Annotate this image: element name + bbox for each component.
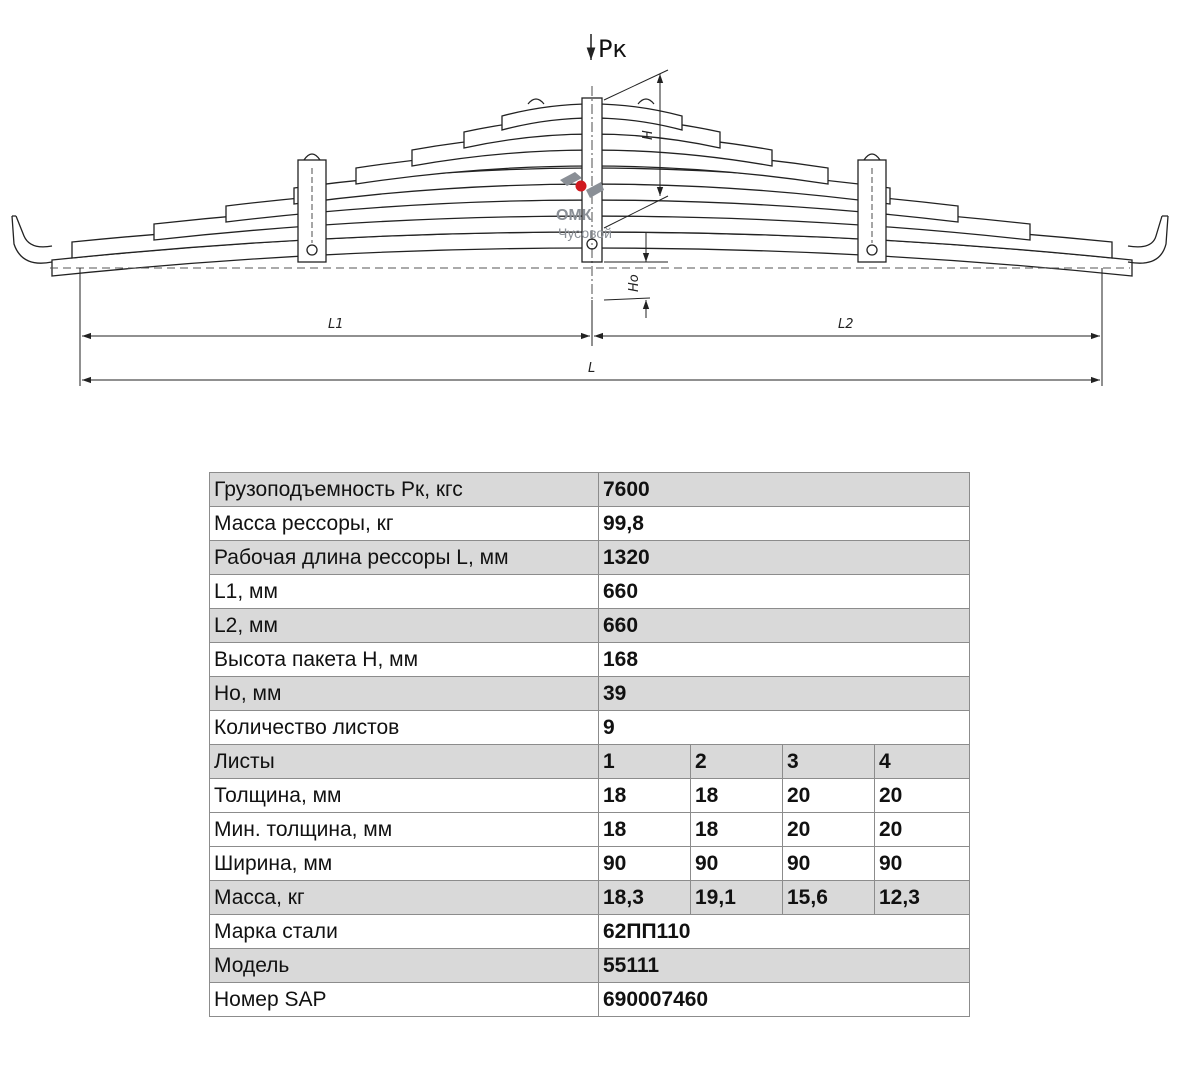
load-label: Рк bbox=[598, 35, 627, 63]
spec-value: 18 bbox=[599, 813, 691, 847]
dim-L-label: L bbox=[588, 361, 596, 376]
logo-sub-text: Чусовой bbox=[558, 225, 613, 241]
spec-value: 660 bbox=[599, 609, 970, 643]
spec-label: Масса, кг bbox=[210, 881, 599, 915]
top-rivet-left bbox=[528, 99, 544, 104]
spec-label: Листы bbox=[210, 745, 599, 779]
spec-value: 90 bbox=[599, 847, 691, 881]
spec-row-leaf-count bbox=[210, 711, 970, 745]
top-rivet-right bbox=[638, 99, 654, 104]
spec-value: 20 bbox=[783, 813, 875, 847]
spec-value: 62ПП110 bbox=[599, 915, 970, 949]
spec-row-thickness bbox=[210, 779, 970, 813]
spec-label: Марка стали bbox=[210, 915, 599, 949]
logo-dot bbox=[576, 181, 587, 192]
dim-H-label: H bbox=[641, 130, 656, 140]
spec-label: Рабочая длина рессоры L, мм bbox=[210, 541, 599, 575]
spec-row-l2 bbox=[210, 609, 970, 643]
right-clamp bbox=[858, 154, 886, 262]
spec-value: 7600 bbox=[599, 473, 970, 507]
spec-value: 1320 bbox=[599, 541, 970, 575]
spec-value: 20 bbox=[875, 813, 970, 847]
spec-value: 15,6 bbox=[783, 881, 875, 915]
spec-label: Количество листов bbox=[210, 711, 599, 745]
spec-label: Модель bbox=[210, 949, 599, 983]
spec-value: 20 bbox=[783, 779, 875, 813]
spec-value: 99,8 bbox=[599, 507, 970, 541]
spec-label: Высота пакета H, мм bbox=[210, 643, 599, 677]
dim-Ho-label: Ho bbox=[627, 274, 642, 292]
spec-label: L1, мм bbox=[210, 575, 599, 609]
spec-row-leaves-header bbox=[210, 745, 970, 779]
spec-value: 18 bbox=[691, 813, 783, 847]
spec-value: 55111 bbox=[599, 949, 970, 983]
leaf-number: 3 bbox=[783, 745, 875, 779]
spec-row-capacity bbox=[210, 473, 970, 507]
spec-value: 18 bbox=[691, 779, 783, 813]
spec-row-mass bbox=[210, 507, 970, 541]
right-spring-eye bbox=[1128, 216, 1168, 263]
spec-row-steel-grade bbox=[210, 915, 970, 949]
spec-value: 18 bbox=[599, 779, 691, 813]
spec-value: 18,3 bbox=[599, 881, 691, 915]
spec-row-min-thickness bbox=[210, 813, 970, 847]
spec-value: 690007460 bbox=[599, 983, 970, 1017]
left-clamp bbox=[298, 154, 326, 262]
leaf-spring-drawing bbox=[0, 0, 1200, 420]
spec-label: Номер SAP bbox=[210, 983, 599, 1017]
spec-label: Масса рессоры, кг bbox=[210, 507, 599, 541]
spec-label: L2, мм bbox=[210, 609, 599, 643]
spec-row-sap bbox=[210, 983, 970, 1017]
spec-value: 90 bbox=[691, 847, 783, 881]
leaf-number: 1 bbox=[599, 745, 691, 779]
spec-value: 90 bbox=[875, 847, 970, 881]
spec-value: 19,1 bbox=[691, 881, 783, 915]
spec-value: 660 bbox=[599, 575, 970, 609]
spec-row-leaf-mass bbox=[210, 881, 970, 915]
spec-row-length bbox=[210, 541, 970, 575]
spec-label: Грузоподъемность Рк, кгс bbox=[210, 473, 599, 507]
spec-value: 9 bbox=[599, 711, 970, 745]
spec-table bbox=[209, 472, 970, 1017]
spec-row-model bbox=[210, 949, 970, 983]
left-spring-eye bbox=[12, 216, 52, 263]
spec-value: 168 bbox=[599, 643, 970, 677]
spec-row-l1 bbox=[210, 575, 970, 609]
spec-value: 39 bbox=[599, 677, 970, 711]
spec-value: 12,3 bbox=[875, 881, 970, 915]
dim-L1-label: L1 bbox=[328, 317, 344, 332]
spec-row-ho bbox=[210, 677, 970, 711]
spec-value: 90 bbox=[783, 847, 875, 881]
spec-label: Ho, мм bbox=[210, 677, 599, 711]
spec-label: Ширина, мм bbox=[210, 847, 599, 881]
spec-row-width bbox=[210, 847, 970, 881]
spec-row-height bbox=[210, 643, 970, 677]
dim-L2-label: L2 bbox=[838, 317, 854, 332]
logo-main-text: ОМК bbox=[556, 207, 592, 224]
spec-label: Толщина, мм bbox=[210, 779, 599, 813]
spec-label: Мин. толщина, мм bbox=[210, 813, 599, 847]
leaf-number: 2 bbox=[691, 745, 783, 779]
spec-value: 20 bbox=[875, 779, 970, 813]
leaf-number: 4 bbox=[875, 745, 970, 779]
